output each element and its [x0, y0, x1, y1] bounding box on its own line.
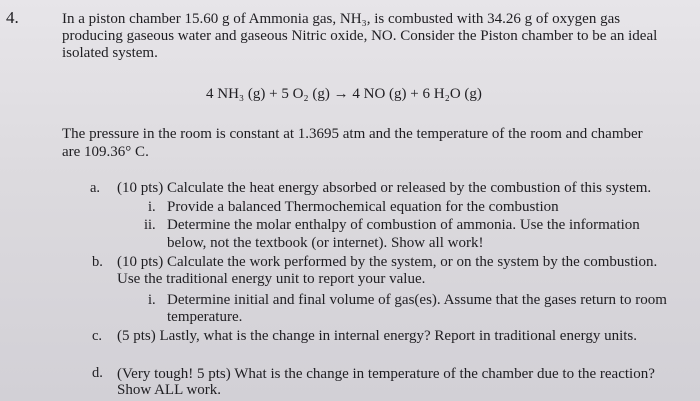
question-number: 4.	[6, 8, 19, 27]
conditions-line-1: The pressure in the room is constant at 1.3695 atm and the temperature of the room and chamber	[62, 126, 643, 142]
part-a-sub-i-label: i.	[148, 199, 156, 215]
part-a-label: a.	[90, 180, 101, 196]
intro-line-1: In a piston chamber 15.60 g of Ammonia gas, NH₃, is combusted with 34.26 g of oxygen gas	[62, 11, 621, 27]
part-a-text: (10 pts) Calculate the heat energy absorbed or released by the combustion of this system.	[117, 180, 652, 196]
part-b-label: b.	[92, 254, 103, 270]
part-d-label: d.	[92, 365, 103, 381]
part-c-label: c.	[92, 328, 103, 344]
part-b-text-1: (10 pts) Calculate the work performed by the system, or on the system by the combustion.	[117, 254, 658, 270]
intro-line-3: isolated system.	[62, 45, 158, 61]
part-a-sub-ii-label: ii.	[144, 217, 156, 233]
part-a-sub-ii-text-2: below, not the textbook (or internet). Show all work!	[167, 235, 484, 251]
part-b-sub-i-text-1: Determine initial and final volume of gas(es). Assume that the gases return to room	[167, 292, 667, 308]
conditions-line-2: are 109.36° C.	[62, 144, 149, 160]
part-b-text-2: Use the traditional energy unit to report your value.	[117, 271, 426, 287]
part-a-sub-i-text: Provide a balanced Thermochemical equation for the combustion	[167, 199, 559, 215]
chemical-equation: 4 NH₃ (g) + 5 O₂ (g) → 4 NO (g) + 6 H₂O (g)	[206, 86, 482, 102]
part-b-sub-i-label: i.	[148, 292, 156, 308]
part-b-sub-i-text-2: temperature.	[167, 309, 243, 325]
part-c-text: (5 pts) Lastly, what is the change in internal energy? Report in traditional energy units.	[117, 328, 638, 344]
part-d-text-2: Show ALL work.	[117, 382, 222, 398]
part-a-sub-ii-text-1: Determine the molar enthalpy of combustion of ammonia. Use the information	[167, 217, 640, 233]
intro-line-2: producing gaseous water and gaseous Nitric oxide, NO. Consider the Piston chamber to be an ideal	[62, 28, 658, 44]
part-d-text-1: (Very tough! 5 pts) What is the change in temperature of the chamber due to the reaction?	[117, 366, 655, 382]
